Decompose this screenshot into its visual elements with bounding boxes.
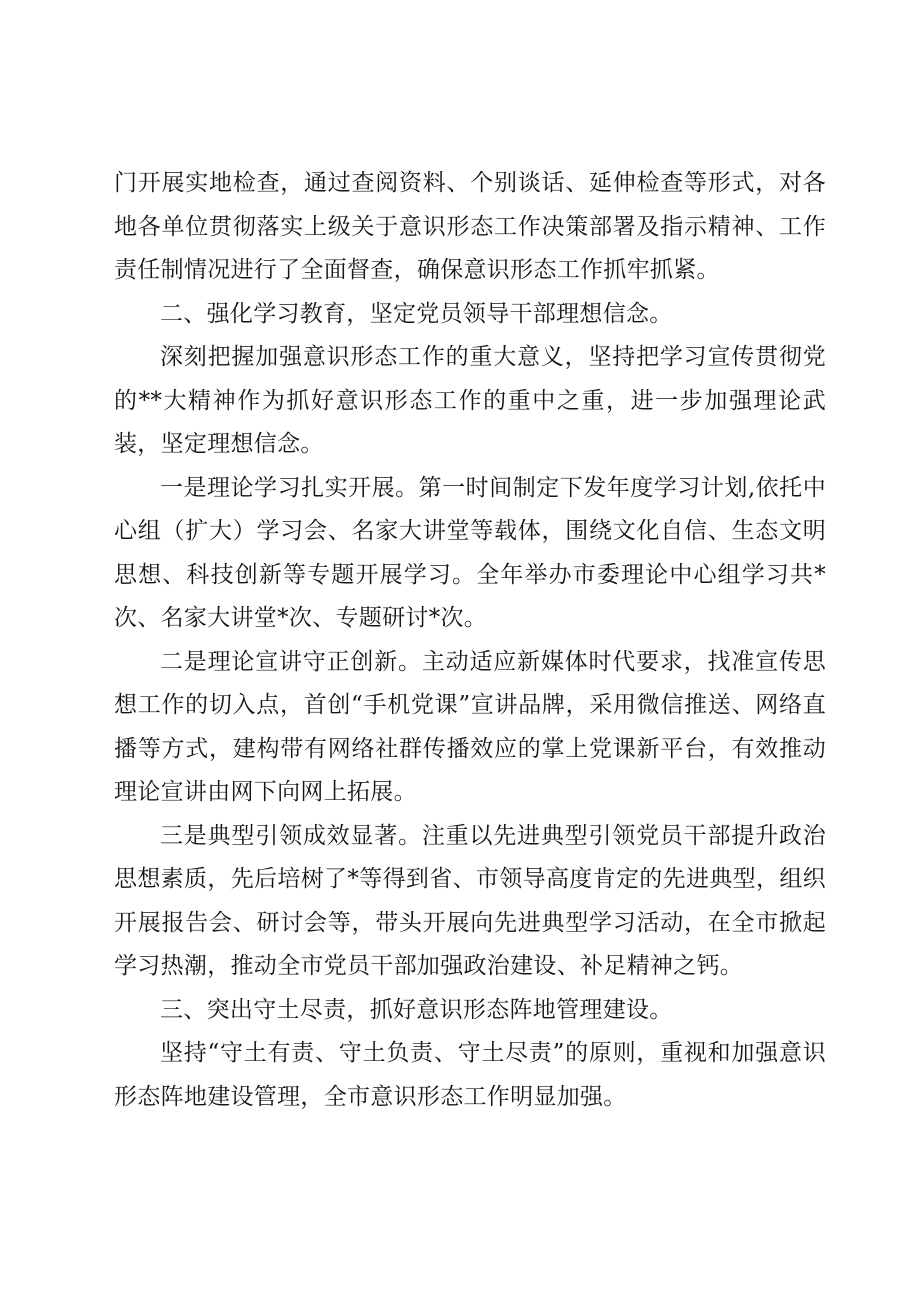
paragraph-section-3-intro: 坚持“守土有责、守土负责、守土尽责”的原则，重视和加强意识形态阵地建设管理，全市意识形态工作明显加强。: [114, 1040, 826, 1110]
section-heading-3: 三、突出守土尽责，抓好意识形态阵地管理建设。: [160, 996, 673, 1023]
paragraph-role-models: 三是典型引领成效显著。注重以先进典型引领党员干部提升政治思想素质，先后培树了*等得到省、市领导高度肯定的先进典型，组织开展报告会、研讨会等，带头开展向先进典型学习活动，在全市掀起学习热潮，推动全市党员干部加强政治建设、补足精神之钙。: [114, 822, 826, 979]
paragraph-section-2-intro: 深刻把握加强意识形态工作的重大意义，坚持把学习宣传贯彻党的**大精神作为抓好意识形态工作的重中之重，进一步加强理论武装，坚定理想信念。: [114, 344, 826, 457]
paragraph-continued-inspection: 门开展实地检查，通过查阅资料、个别谈话、延伸检查等形式，对各地各单位贯彻落实上级关于意识形态工作决策部署及指示精神、工作责任制情况进行了全面督查，确保意识形态工作抓牢抓紧。: [114, 170, 826, 283]
section-heading-2: 二、强化学习教育，坚定党员领导干部理想信念。: [160, 300, 673, 327]
paragraph-theory-study: 一是理论学习扎实开展。第一时间制定下发年度学习计划,依托中心组（扩大）学习会、名家大讲堂等载体，围绕文化自信、生态文明思想、科技创新等专题开展学习。全年举办市委理论中心组学习共*次、名家大讲堂*次、专题研讨*次。: [114, 474, 826, 631]
paragraph-theory-preaching: 二是理论宣讲守正创新。主动适应新媒体时代要求，找准宣传思想工作的切入点，首创“手机党课”宣讲品牌，采用微信推送、网络直播等方式，建构带有网络社群传播效应的掌上党课新平台，有效推动理论宣讲由网下向网上拓展。: [114, 648, 826, 805]
document-body: [114, 162, 826, 1119]
